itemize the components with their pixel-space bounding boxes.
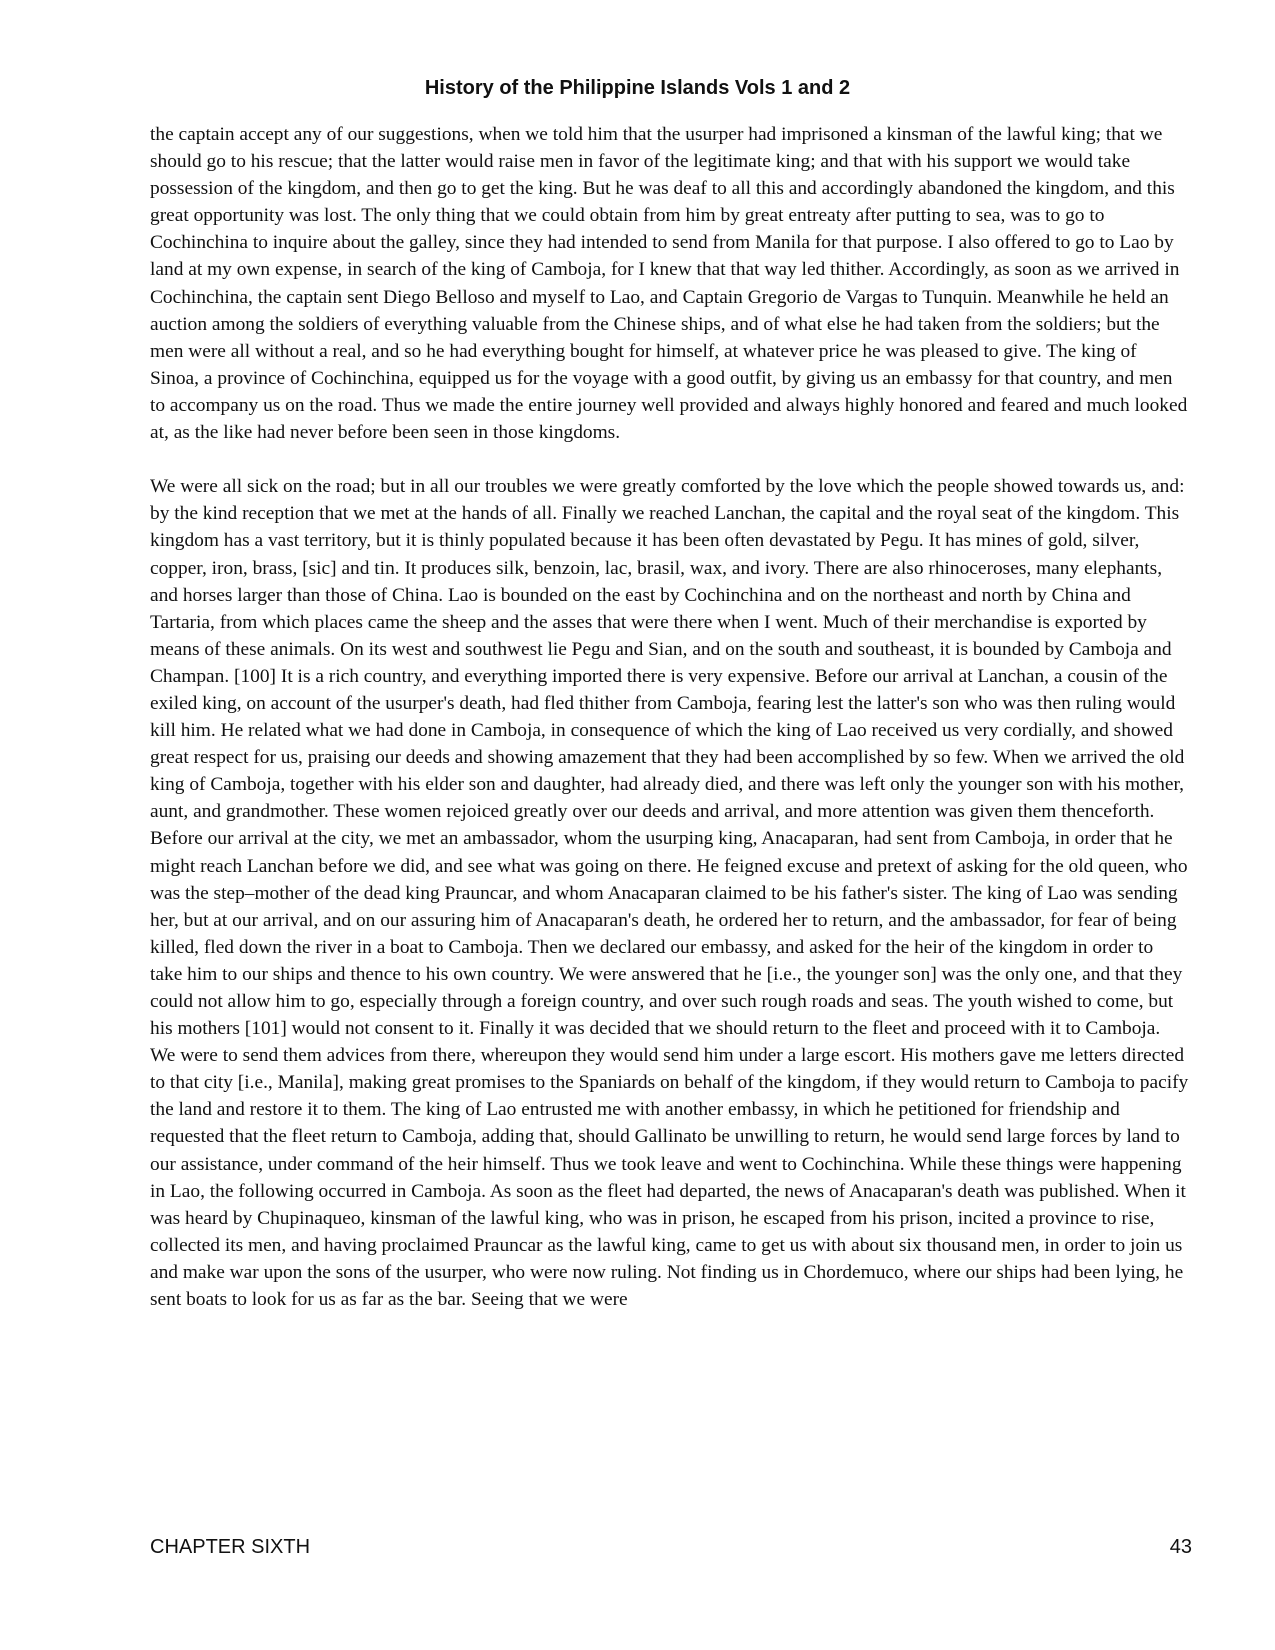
page-number: 43	[1169, 1536, 1192, 1558]
running-header-title: History of the Philippine Islands Vols 1 and 2	[424, 77, 851, 99]
running-footer	[150, 1535, 1192, 1563]
paragraph-1: the captain accept any of our suggestions, when we told him that the usurper had imprisoned a kinsman of the lawful king; that we should go to his rescue; that the latter would raise men in favor of the legitimate king; and that with his support we would take possession of the kingdom, and then go to get the king. But he was deaf to all this and accordingly abandoned the kingdom, and this great opportunity was lost. The only thing that we could obtain from him by great entreaty after putting to sea, was to go to Cochinchina to inquire about the galley, since they had intended to send from Manila for that purpose. I also offered to go to Lao by land at my own expense, in search of the king of Camboja, for I knew that that way led thither. Accordingly, as soon as we arrived in Cochinchina, the captain sent Diego Belloso and myself to Lao, and Captain Gregorio de Vargas to Tunquin. Meanwhile he held an auction among the soldiers of everything valuable from the Chinese ships, and of what else he had taken from the soldiers; but the men were all without a real, and so he had everything bought for himself, at whatever price he was pleased to give. The king of Sinoa, a province of Cochinchina, equipped us for the voyage with a good outfit, by giving us an embassy for that country, and men to accompany us on the road. Thus we made the entire journey well provided and always highly honored and feared and much looked at, as the like had never before been seen in those kingdoms.	[150, 124, 1188, 444]
chapter-label: CHAPTER SIXTH	[150, 1536, 311, 1558]
body-text	[150, 121, 1190, 1313]
paragraph-2: We were all sick on the road; but in all our troubles we were greatly comforted by the love which the people showed towards us, and: by the kind reception that we met at the hands of all. Finally we reached Lanchan, the capital and the royal seat of the kingdom. This kingdom has a vast territory, but it is thinly populated because it has been often devastated by Pegu. It has mines of gold, silver, copper, iron, brass, [sic] and tin. It produces silk, benzoin, lac, brasil, wax, and ivory. There are also rhinoceroses, many elephants, and horses larger than those of China. Lao is bounded on the east by Cochinchina and on the northeast and north by China and Tartaria, from which places came the sheep and the asses that were there when I went. Much of their merchandise is exported by means of these animals. On its west and southwest lie Pegu and Sian, and on the south and southeast, it is bounded by Camboja and Champan. [100] It is a rich country, and everything imported there is very expensive. Before our arrival at Lanchan, a cousin of the exiled king, on account of the usurper's death, had fled thither from Camboja, fearing lest the latter's son who was then ruling would kill him. He related what we had done in Camboja, in consequence of which the king of Lao received us very cordially, and showed great respect for us, praising our deeds and showing amazement that they had been accomplished by so few. When we arrived the old king of Camboja, together with his elder son and daughter, had already died, and there was left only the younger son with his mother, aunt, and grandmother. These women rejoiced greatly over our deeds and arrival, and more attention was given them thenceforth. Before our arrival at the city, we met an ambassador, whom the usurping king, Anacaparan, had sent from Camboja, in order that he might reach Lanchan before we did, and see what was going on there. He feigned excuse and pretext of asking for the old queen, who was the step–mother of the dead king Prauncar, and whom Anacaparan claimed to be his father's sister. The king of Lao was sending her, but at our arrival, and on our assuring him of Anacaparan's death, he ordered her to return, and the ambassador, for fear of being killed, fled down the river in a boat to Camboja. Then we declared our embassy, and asked for the heir of the kingdom in order to take him to our ships and thence to his own country. We were answered that he [i.e., the younger son] was the only one, and that they could not allow him to go, especially through a foreign country, and over such rough roads and seas. The youth wished to come, but his mothers [101] would not consent to it. Finally it was decided that we should return to the fleet and proceed with it to Camboja. We were to send them advices from there, whereupon they would send him under a large escort. His mothers gave me letters directed to that city [i.e., Manila], making great promises to the Spaniards on behalf of the kingdom, if they would return to Camboja to pacify the land and restore it to them. The king of Lao entrusted me with another embassy, in which he petitioned for friendship and requested that the fleet return to Camboja, adding that, should Gallinato be unwilling to return, he would send large forces by land to our assistance, under command of the heir himself. Thus we took leave and went to Cochinchina. While these things were happening in Lao, the following occurred in Camboja. As soon as the fleet had departed, the news of Anacaparan's death was published. When it was heard by Chupinaqueo, kinsman of the lawful king, who was in prison, he escaped from his prison, incited a province to rise, collected its men, and having proclaimed Prauncar as the lawful king, came to get us with about six thousand men, in order to join us and make war upon the sons of the usurper, who were now ruling. Not finding us in Chordemuco, where our ships had been lying, he sent boats to look for us as far as the bar. Seeing that we were	[150, 476, 1189, 1311]
